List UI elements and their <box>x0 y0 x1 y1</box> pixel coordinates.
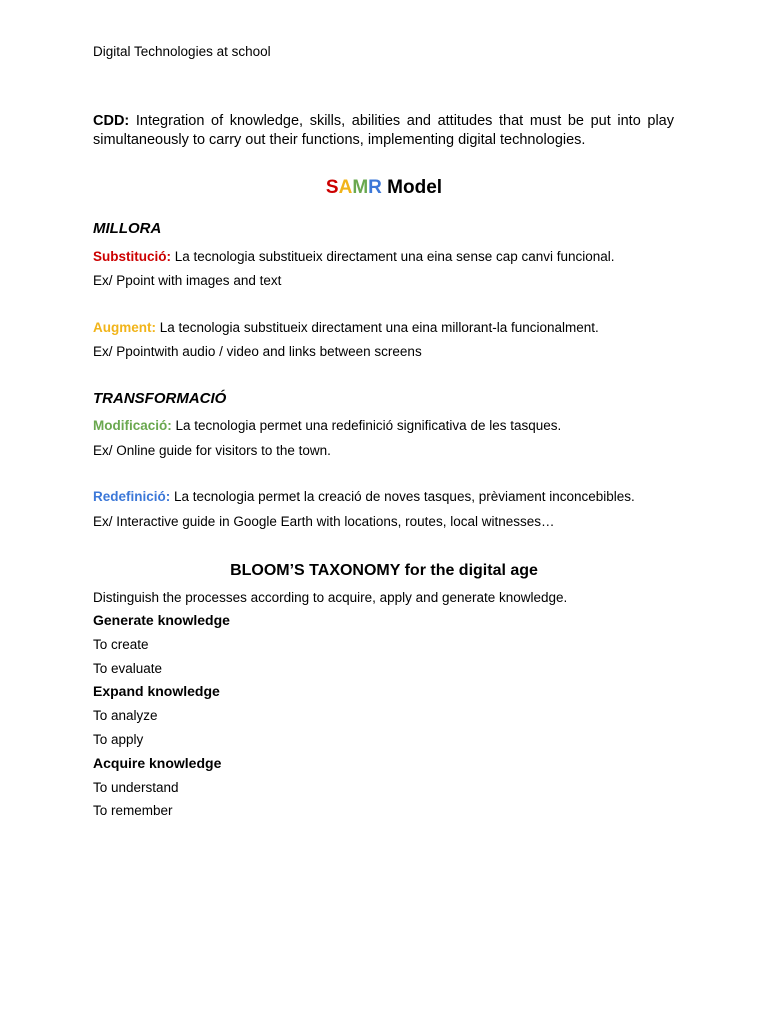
cdd-text: Integration of knowledge, skills, abilities and attitudes that must be put into play simultaneously to carry out their functions, implementing digital technologies. <box>93 113 674 148</box>
bloom-item: To remember <box>93 803 173 818</box>
modificacio-desc: La tecnologia permet una redefinició significativa de les tasques. <box>171 418 562 433</box>
modificacio-line <box>93 416 674 435</box>
augment-example: Ex/ Ppointwith audio / video and links between screens <box>93 344 422 359</box>
samr-letter-m: M <box>352 177 369 198</box>
generate-knowledge-heading: Generate knowledge <box>93 612 230 628</box>
bloom-item: To analyze <box>93 708 158 723</box>
substitucio-example: Ex/ Ppoint with images and text <box>93 273 282 288</box>
cdd-paragraph <box>93 112 674 150</box>
cdd-term: CDD: <box>93 113 130 129</box>
page-header: Digital Technologies at school <box>93 44 271 59</box>
augment-line <box>93 318 674 337</box>
bloom-title: BLOOM’S TAXONOMY for the digital age <box>230 562 538 579</box>
bloom-item: To understand <box>93 780 179 795</box>
redefinicio-term: Redefinició: <box>93 489 171 504</box>
substitucio-term: Substitució: <box>93 249 171 264</box>
transformacio-heading: TRANSFORMACIÓ <box>93 390 227 407</box>
samr-letter-a: A <box>338 177 353 198</box>
bloom-item: To evaluate <box>93 661 163 676</box>
augment-term: Augment: <box>93 320 156 335</box>
redefinicio-line <box>93 487 674 506</box>
substitucio-line <box>93 247 674 266</box>
bloom-intro: Distinguish the processes according to acquire, apply and generate knowledge. <box>93 590 568 605</box>
acquire-knowledge-heading: Acquire knowledge <box>93 755 222 771</box>
expand-knowledge-heading: Expand knowledge <box>93 683 220 699</box>
redefinicio-desc: La tecnologia permet la creació de noves tasques, prèviament inconcebibles. <box>170 489 635 504</box>
samr-title-rest: Model <box>381 177 443 198</box>
redefinicio-example: Ex/ Interactive guide in Google Earth with locations, routes, local witnesses… <box>93 514 555 529</box>
bloom-item: To apply <box>93 732 144 747</box>
modificacio-term: Modificació: <box>93 418 172 433</box>
samr-letter-r: R <box>368 177 382 198</box>
augment-desc: La tecnologia substitueix directament una eina millorant-la funcionalment. <box>156 320 599 335</box>
samr-letter-s: S <box>325 177 339 198</box>
samr-title <box>0 175 768 201</box>
bloom-item: To create <box>93 637 149 652</box>
millora-heading: MILLORA <box>93 220 162 237</box>
modificacio-example: Ex/ Online guide for visitors to the town. <box>93 443 331 458</box>
substitucio-desc: La tecnologia substitueix directament una eina sense cap canvi funcional. <box>171 249 615 264</box>
